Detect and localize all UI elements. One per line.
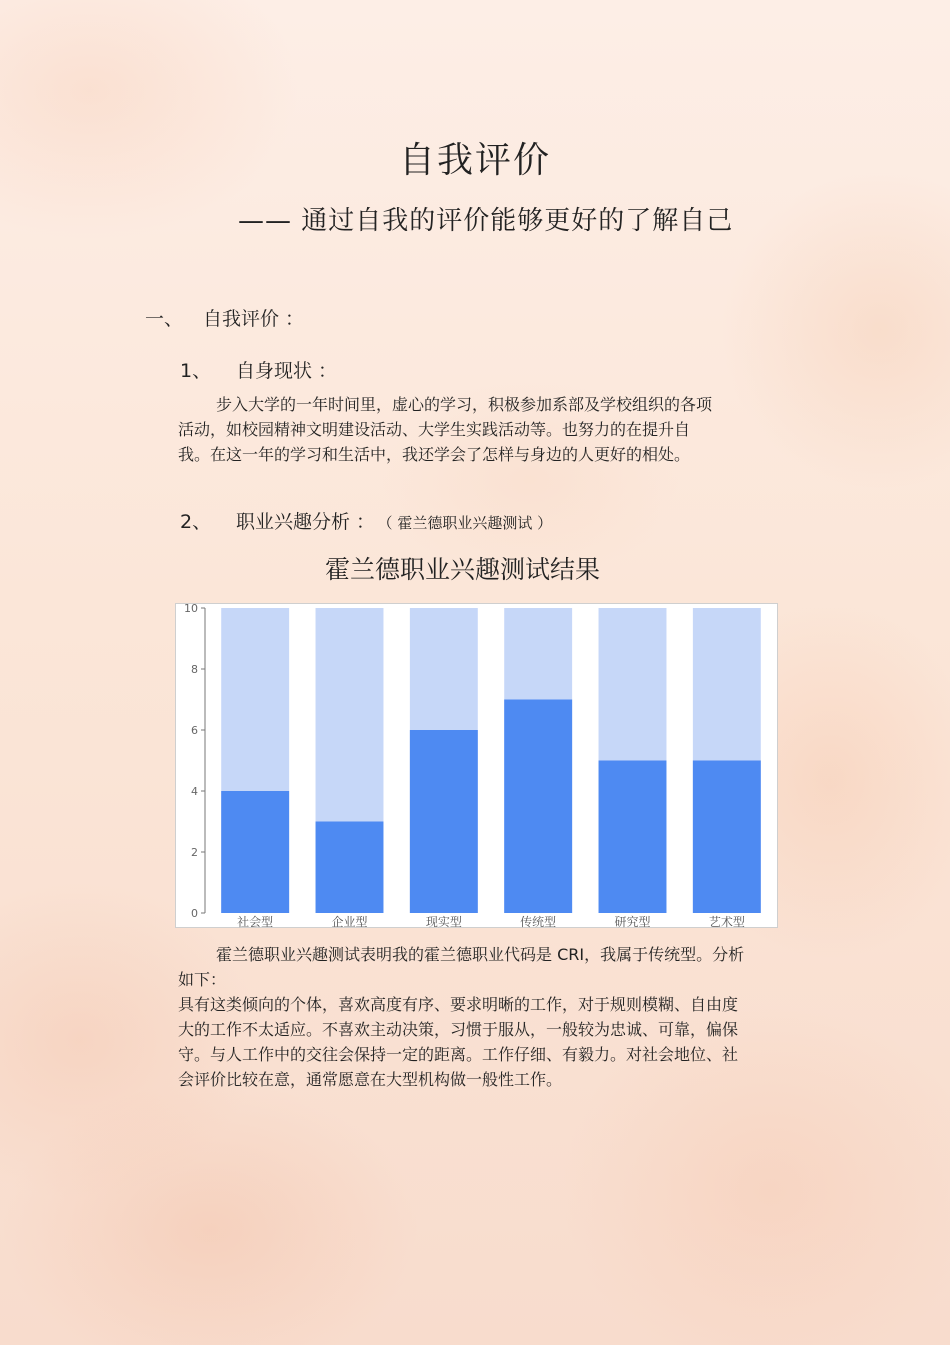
x-tick-label: 现实型 bbox=[425, 915, 462, 928]
bar bbox=[599, 761, 667, 914]
bar bbox=[221, 791, 289, 913]
paragraph-analysis bbox=[178, 942, 753, 1092]
bar bbox=[693, 761, 761, 914]
subsection-heading-1 bbox=[180, 356, 337, 383]
y-tick-label: 10 bbox=[184, 603, 198, 615]
section-label: 自我评价 ： bbox=[203, 308, 305, 330]
y-tick-label: 4 bbox=[191, 785, 198, 798]
y-tick-label: 6 bbox=[191, 724, 198, 737]
analysis-body: 具有这类倾向的个体，喜欢高度有序、要求明晰的工作，对于规则模糊、自由度大的工作不太适应。不喜欢主动决策，习惯于服从，一般较为忠诚、可靠，偏保守。与人工作中的交往会保持一定的距离。工作仔细、有毅力。对社会地位、社会评价比较在意，通常愿意在大型机构做一般性工作。 bbox=[178, 995, 739, 1089]
subsection-note: （ 霍兰德职业兴趣测试 ） bbox=[385, 514, 553, 532]
bar bbox=[316, 822, 384, 914]
x-tick-label: 社会型 bbox=[237, 915, 274, 928]
x-tick-label: 艺术型 bbox=[708, 915, 745, 928]
page-title: 自我评价 bbox=[398, 140, 551, 181]
paragraph-current-status bbox=[178, 392, 718, 467]
page-subtitle: —— 通过自我的评价能够更好的了解自己 bbox=[238, 206, 734, 236]
paragraph-text: 步入大学的一年时间里，虚心的学习，积极参加系部及学校组织的各项活动，如校园精神文明建设活动、大学生实践活动等。也努力的在提升自我。在这一年的学习和生活中，我还学会了怎样与身边的人更好的相处。 bbox=[178, 395, 713, 464]
chart-caption: 霍兰德职业兴趣测试结果 bbox=[324, 555, 600, 584]
section-heading bbox=[145, 304, 304, 331]
holland-bar-chart bbox=[175, 603, 778, 928]
y-tick-label: 2 bbox=[191, 846, 198, 859]
subsection-heading-2 bbox=[180, 507, 552, 534]
subsection-label: 自身现状 ： bbox=[236, 360, 338, 382]
subsection-number: 2、 bbox=[180, 511, 212, 533]
y-tick-label: 0 bbox=[191, 907, 198, 920]
analysis-intro: 霍兰德职业兴趣测试表明我的霍兰德职业代码是 CRI，我属于传统型。分析如下： bbox=[178, 945, 745, 989]
subsection-number: 1、 bbox=[180, 360, 212, 382]
y-tick-label: 8 bbox=[191, 663, 198, 676]
subsection-label: 职业兴趣分析 ： bbox=[236, 511, 376, 533]
x-tick-label: 研究型 bbox=[614, 915, 651, 928]
x-tick-label: 传统型 bbox=[520, 915, 557, 928]
section-number: 一、 bbox=[145, 308, 184, 330]
bar bbox=[410, 730, 478, 913]
bar bbox=[504, 700, 572, 914]
x-tick-label: 企业型 bbox=[331, 915, 368, 928]
